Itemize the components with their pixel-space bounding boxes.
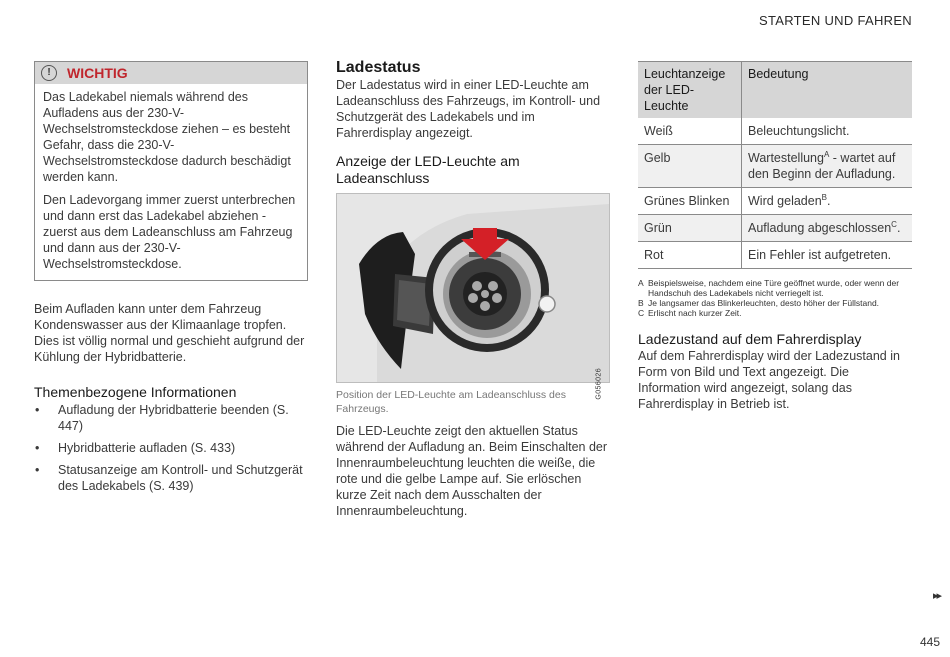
meaning-cell [742, 215, 913, 242]
footnote-mark: B [638, 298, 644, 308]
meaning-cell [742, 188, 913, 215]
meaning-text: Beleuchtungslicht. [748, 124, 850, 138]
section-title: Ladestatus [336, 59, 421, 76]
table-header: Leuchtanzeige der LED-Leuchte [638, 62, 742, 119]
column-middle [336, 58, 610, 519]
page-number: 445 [919, 635, 940, 649]
footnote-mark: C [638, 308, 645, 318]
warning-box [34, 61, 308, 281]
led-description: Die LED-Leuchte zeigt den aktuellen Status während der Aufladung an. Beim Einschalten der Innenraumbeleuchtung leuchten die weiße, die rote und die gelbe Lampe auf. Sie erlöschen kurze Zeit nach dem Ausschalten der Innenraumbeleuchtung. [336, 424, 608, 518]
meaning-cell [742, 118, 913, 145]
charging-port-illustration [337, 194, 609, 382]
light-cell: Rot [638, 242, 742, 269]
led-status-table [638, 61, 912, 269]
meaning-text: Wartestellung [748, 151, 824, 165]
meaning-text: . [827, 194, 831, 208]
footnote-text: Je langsamer das Blinkerleuchten, desto höher der Füllstand. [648, 298, 880, 308]
figure-caption: Position der LED-Leuchte am Ladeanschluss des Fahrzeugs. [336, 389, 566, 415]
warning-paragraph: Das Ladekabel niemals während des Aufladens aus der 230-V- Wechselstromsteckdose ziehen – es besteht Gefahr, dass die 230-V- Wechselstromsteckdose dadurch beschädigt werden kann. [43, 90, 291, 184]
next-page-icon[interactable]: ▸▸ [932, 590, 940, 602]
related-link[interactable]: • Hybridbatterie aufladen (S. 433) [34, 440, 308, 456]
footnote-text: Beispielsweise, nachdem eine Türe geöffnet wurde, oder wenn der Handschuh des Ladekabels nicht verriegelt ist. [648, 278, 900, 298]
meaning-text: Ein Fehler ist aufgetreten. [748, 248, 892, 262]
figure-code: G056026 [596, 368, 603, 400]
intro-text: Der Ladestatus wird in einer LED-Leuchte am Ladeanschluss des Fahrzeugs, im Kontroll- und Schutzgerät des Ladekabels und im Fahrerdisplay angezeigt. [336, 78, 601, 140]
column-left [34, 61, 308, 497]
footnotes [638, 278, 912, 318]
table-row [638, 242, 912, 269]
related-link[interactable]: • Statusanzeige am Kontroll- und Schutzgerät des Ladekabels (S. 439) [34, 462, 308, 494]
meaning-cell [742, 242, 913, 269]
running-header: STARTEN UND FAHREN [759, 13, 912, 28]
table-row [638, 215, 912, 242]
related-link[interactable]: • Aufladung der Hybridbatterie beenden (S. 447) [34, 402, 308, 434]
display-text: Auf dem Fahrerdisplay wird der Ladezustand in Form von Bild und Text angezeigt. Die Information wird angezeigt, solang das Fahrerdisplay in Betrieb ist. [638, 349, 900, 411]
light-cell: Grün [638, 215, 742, 242]
footnote [638, 298, 912, 308]
meaning-text: . [896, 221, 901, 235]
meaning-text: - wartet auf den Beginn der Aufladung. [748, 151, 896, 181]
meaning-text: Aufladung abgeschlossen [748, 221, 892, 235]
warning-body [35, 84, 307, 280]
warning-title: WICHTIG [67, 65, 128, 81]
meaning-text: Wird geladen [748, 194, 822, 208]
charging-port-figure [336, 193, 610, 400]
display-heading: Ladezustand auf dem Fahrerdisplay [638, 331, 862, 347]
related-list [34, 402, 308, 494]
meaning-cell [742, 145, 913, 188]
exclamation-icon: ! [41, 65, 57, 81]
table-row [638, 188, 912, 215]
table-header: Bedeutung [742, 62, 913, 119]
light-cell: Weiß [638, 118, 742, 145]
footnote-mark: A [638, 278, 644, 288]
footnote-ref: B [821, 192, 827, 202]
condensation-text: Beim Aufladen kann unter dem Fahrzeug Kondenswasser aus der Klimaanlage tropfen. Dies ist völlig normal und geschieht aufgrund der Kühlung der Hybridbatterie. [34, 302, 305, 364]
footnote [638, 308, 912, 318]
column-right [638, 61, 912, 412]
led-subheading: Anzeige der LED-Leuchte am Ladeanschluss [336, 153, 520, 186]
light-cell: Grünes Blinken [638, 188, 742, 215]
related-heading: Themenbezogene Informationen [34, 384, 237, 400]
footnote [638, 278, 912, 298]
footnote-ref: C [891, 219, 897, 229]
table-row [638, 145, 912, 188]
footnote-ref: A [823, 149, 830, 159]
table-row [638, 118, 912, 145]
warning-header [35, 62, 307, 84]
light-cell: Gelb [638, 145, 742, 188]
warning-paragraph: Den Ladevorgang immer zuerst unterbrechen und dann erst das Ladekabel abziehen - zuerst aus dem Ladeanschluss am Fahrzeug und dann aus der 230-V-Wechselstromsteckdose. [43, 193, 296, 271]
footnote-text: Erlischt nach kurzer Zeit. [648, 308, 742, 318]
